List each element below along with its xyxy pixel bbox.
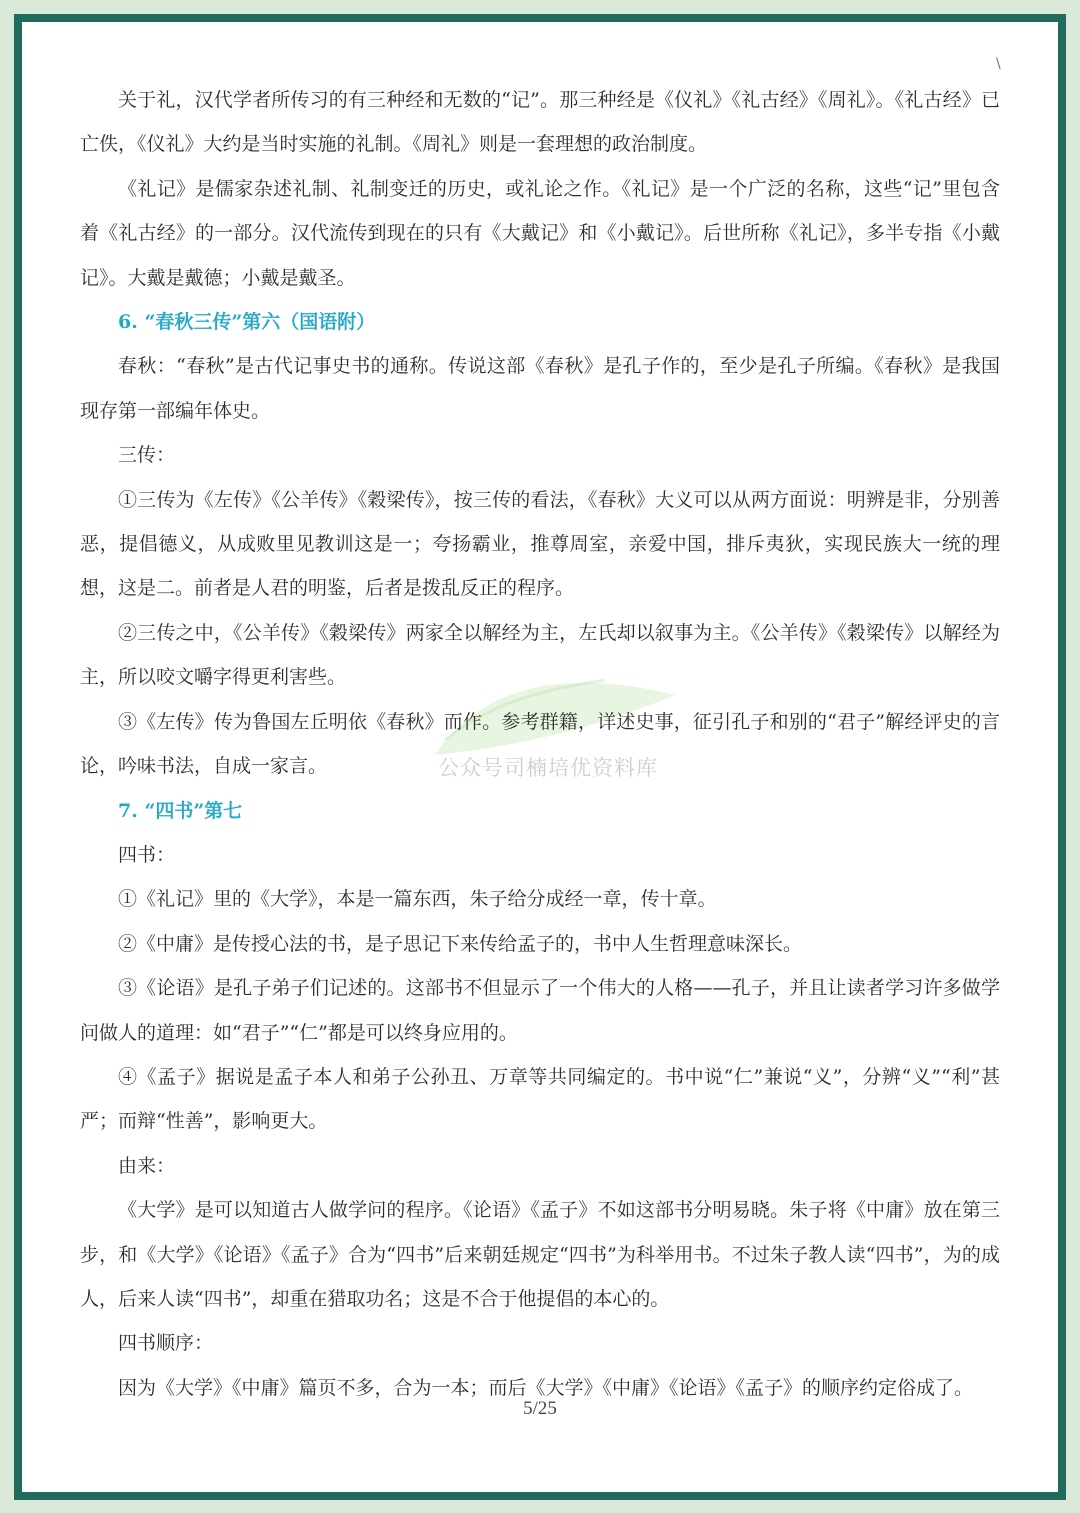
paragraph: 《大学》是可以知道古人做学问的程序。《论语》《孟子》不如这部书分明易晓。朱子将《中庸》放在第三步，和《大学》《论语》《孟子》合为“四书”后来朝廷规定“四书”为科举用书。不过朱子教人读“四书”，为的成人，后来人读“四书”，却重在猎取功名；这是不合于他提倡的本心的。 — [80, 1199, 1000, 1310]
paragraph: 三传： — [118, 444, 176, 467]
paragraph: ③《论语》是孔子弟子们记述的。这部书不但显示了一个伟大的人格——孔子，并且让读者学习许多做学问做人的道理：如“君子”“仁”都是可以终身应用的。 — [80, 977, 1000, 1044]
watermark: 公众号司楠培优资料库 — [438, 756, 658, 780]
section-heading: 6. “春秋三传”第六（国语附） — [118, 311, 376, 334]
corner-mark: \ — [996, 56, 1001, 72]
paragraph: 由来： — [118, 1154, 176, 1177]
section-heading: 7. “四书”第七 — [118, 799, 243, 822]
paragraph: ③《左传》传为鲁国左丘明依《春秋》而作。参考群籍，详述史事，征引孔子和别的“君子”解经评史的言论，吟味书法，自成一家言。 — [80, 710, 1000, 778]
paragraph: 因为《大学》《中庸》篇页不多，合为一本；而后《大学》《中庸》《论语》《孟子》的顺序约定俗成了。 — [118, 1376, 974, 1399]
paragraph: 四书顺序： — [118, 1332, 214, 1355]
paragraph: ②三传之中，《公羊传》《穀梁传》两家全以解经为主，左氏却以叙事为主。《公羊传》《穀梁传》以解经为主，所以咬文嚼字得更利害些。 — [80, 621, 1000, 689]
document-body — [80, 78, 1000, 1410]
paragraph: ①三传为《左传》《公羊传》《穀梁传》，按三传的看法，《春秋》大义可以从两方面说：明辨是非，分别善恶，提倡德义，从成败里见教训这是一；夸扬霸业，推尊周室，亲爱中国，排斥夷狄，实现民族大一统的理想，这是二。前者是人君的明鉴，后者是拨乱反正的程序。 — [80, 488, 1000, 600]
paragraph: 关于礼，汉代学者所传习的有三种经和无数的“记”。那三种经是《仪礼》《礼古经》《周礼》。《礼古经》已亡佚，《仪礼》大约是当时实施的礼制。《周礼》则是一套理想的政治制度。 — [80, 89, 1000, 156]
paragraph: ④《孟子》据说是孟子本人和弟子公孙丑、万章等共同编定的。书中说“仁”兼说“义”，分辨“义”“利”甚严；而辩“性善”，影响更大。 — [80, 1065, 1000, 1133]
paragraph: 《礼记》是儒家杂述礼制、礼制变迁的历史，或礼论之作。《礼记》是一个广泛的名称，这些“记”里包含着《礼古经》的一部分。汉代流传到现在的只有《大戴记》和《小戴记》。后世所称《礼记》，多半专指《小戴记》。大戴是戴德；小戴是戴圣。 — [80, 177, 1000, 289]
paragraph: 春秋：“春秋”是古代记事史书的通称。传说这部《春秋》是孔子作的，至少是孔子所编。《春秋》是我国现存第一部编年体史。 — [80, 355, 1000, 422]
paragraph: ②《中庸》是传授心法的书，是子思记下来传给孟子的，书中人生哲理意味深长。 — [118, 932, 803, 955]
paragraph: 四书： — [118, 843, 176, 866]
paragraph: ①《礼记》里的《大学》，本是一篇东西，朱子给分成经一章，传十章。 — [118, 888, 717, 911]
page-number: 5/25 — [523, 1398, 557, 1419]
